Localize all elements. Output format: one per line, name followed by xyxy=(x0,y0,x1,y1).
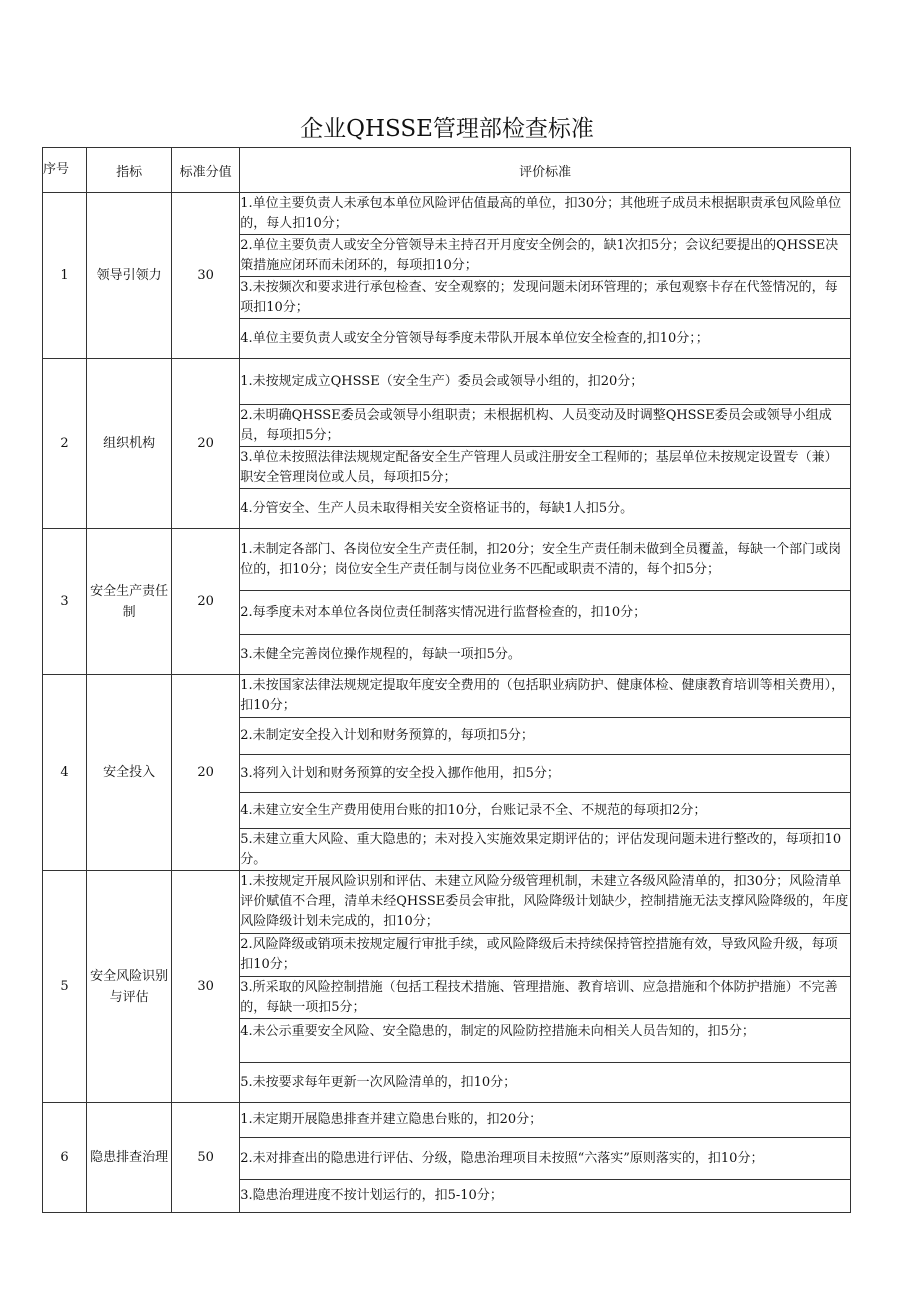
criteria-item: 3.未按频次和要求进行承包检查、安全观察的；发现问题未闭环管理的；承包观察卡存在代签情况的，每项扣10分； xyxy=(240,277,851,319)
table-row xyxy=(43,529,851,591)
header-row xyxy=(43,148,851,193)
criteria-item: 4.分管安全、生产人员未取得相关安全资格证书的，每缺1人扣5分。 xyxy=(240,489,851,529)
section-indicator: 安全投入 xyxy=(87,675,172,871)
criteria-item: 2.风险降级或销项未按规定履行审批手续，或风险降级后未持续保持管控措施有效，导致风险升级，每项扣10分； xyxy=(240,934,851,977)
table-row xyxy=(43,675,851,718)
criteria-item: 3.单位未按照法律法规规定配备安全生产管理人员或注册安全工程师的；基层单位未按规定设置专（兼）职安全管理岗位或人员，每项扣5分； xyxy=(240,447,851,489)
criteria-item: 2.未制定安全投入计划和财务预算的，每项扣5分； xyxy=(240,718,851,755)
section-indicator: 安全生产责任制 xyxy=(87,529,172,675)
section-indicator: 安全风险识别与评估 xyxy=(87,871,172,1103)
section-no: 3 xyxy=(43,529,87,675)
header-criteria: 评价标准 xyxy=(240,148,851,193)
section-indicator: 领导引领力 xyxy=(87,193,172,359)
criteria-item: 4.未公示重要安全风险、安全隐患的，制定的风险防控措施未向相关人员告知的，扣5分； xyxy=(240,1019,851,1063)
section-indicator: 组织机构 xyxy=(87,359,172,529)
section-score: 20 xyxy=(172,529,240,675)
criteria-item: 2.每季度未对本单位各岗位责任制落实情况进行监督检查的，扣10分； xyxy=(240,591,851,635)
section-score: 20 xyxy=(172,359,240,529)
criteria-item: 1.未定期开展隐患排查并建立隐患台账的，扣20分； xyxy=(240,1103,851,1138)
page-title: 企业QHSSE管理部检查标准 xyxy=(300,116,594,142)
criteria-item: 1.未制定各部门、各岗位安全生产责任制，扣20分；安全生产责任制未做到全员覆盖，每缺一个部门或岗位的，扣10分；岗位安全生产责任制与岗位业务不匹配或职责不清的，每个扣5分； xyxy=(240,529,851,591)
criteria-item: 1.未按国家法律法规规定提取年度安全费用的（包括职业病防护、健康体检、健康教育培训等相关费用），扣10分； xyxy=(240,675,851,718)
section-no: 2 xyxy=(43,359,87,529)
criteria-item: 2.单位主要负责人或安全分管领导未主持召开月度安全例会的，缺1次扣5分；会议纪要提出的QHSSE决策措施应闭环而未闭环的，每项扣10分； xyxy=(240,235,851,277)
table-row xyxy=(43,193,851,235)
header-no: 序号 xyxy=(43,148,87,193)
criteria-item: 4.单位主要负责人或安全分管领导每季度未带队开展本单位安全检查的,扣10分；； xyxy=(240,319,851,359)
section-no: 1 xyxy=(43,193,87,359)
section-score: 20 xyxy=(172,675,240,871)
section-score: 30 xyxy=(172,193,240,359)
criteria-item: 5.未按要求每年更新一次风险清单的，扣10分； xyxy=(240,1063,851,1103)
criteria-item: 3.隐患治理进度不按计划运行的，扣5-10分； xyxy=(240,1180,851,1213)
table-row xyxy=(43,1103,851,1138)
header-indicator: 指标 xyxy=(87,148,172,193)
table-row xyxy=(43,359,851,405)
criteria-item: 2.未对排查出的隐患进行评估、分级，隐患治理项目未按照“六落实”原则落实的，扣10分； xyxy=(240,1138,851,1180)
section-score: 30 xyxy=(172,871,240,1103)
criteria-table xyxy=(42,147,851,1213)
section-no: 4 xyxy=(43,675,87,871)
section-score: 50 xyxy=(172,1103,240,1213)
criteria-item: 3.将列入计划和财务预算的安全投入挪作他用，扣5分； xyxy=(240,755,851,793)
section-indicator: 隐患排查治理 xyxy=(87,1103,172,1213)
criteria-item: 1.未按规定开展风险识别和评估、未建立风险分级管理机制，未建立各级风险清单的，扣30分；风险清单评价赋值不合理，清单未经QHSSE委员会审批，风险降级计划缺少，控制措施无法支撑风险降级的，年度风险降级计划未完成的，扣10分； xyxy=(240,871,851,934)
section-no: 5 xyxy=(43,871,87,1103)
section-no: 6 xyxy=(43,1103,87,1213)
criteria-item: 1.单位主要负责人未承包本单位风险评估值最高的单位，扣30分；其他班子成员未根据职责承包风险单位的，每人扣10分； xyxy=(240,193,851,235)
criteria-item: 5.未建立重大风险、重大隐患的；未对投入实施效果定期评估的；评估发现问题未进行整改的，每项扣10分。 xyxy=(240,829,851,871)
header-score: 标准分值 xyxy=(172,148,240,193)
table-row xyxy=(43,871,851,934)
criteria-item: 2.未明确QHSSE委员会或领导小组职责；未根据机构、人员变动及时调整QHSSE委员会或领导小组成员，每项扣5分； xyxy=(240,405,851,447)
criteria-item: 1.未按规定成立QHSSE（安全生产）委员会或领导小组的，扣20分； xyxy=(240,359,851,405)
criteria-item: 4.未建立安全生产费用使用台账的扣10分，台账记录不全、不规范的每项扣2分； xyxy=(240,793,851,829)
criteria-item: 3.未健全完善岗位操作规程的，每缺一项扣5分。 xyxy=(240,635,851,675)
criteria-item: 3.所采取的风险控制措施（包括工程技术措施、管理措施、教育培训、应急措施和个体防护措施）不完善的，每缺一项扣5分； xyxy=(240,977,851,1019)
